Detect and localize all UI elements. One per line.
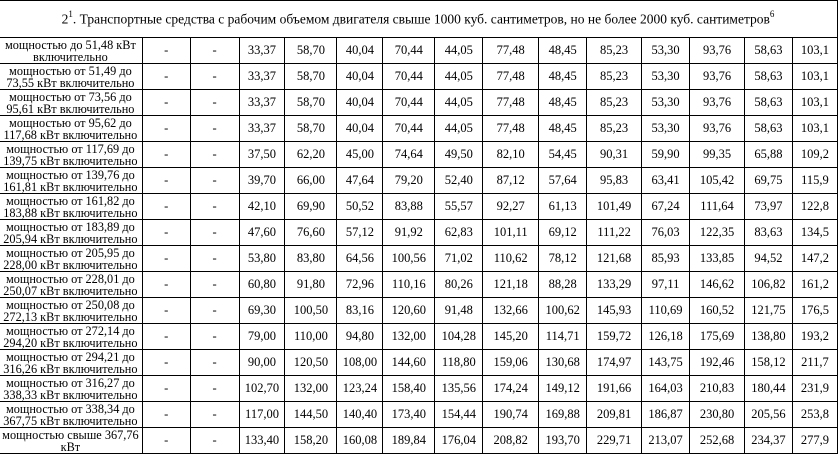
empty-value-cell: - <box>190 116 239 142</box>
rate-value-cell: 149,12 <box>539 376 587 402</box>
rate-value-cell: 70,44 <box>383 116 435 142</box>
rate-value-cell: 110,16 <box>383 272 435 298</box>
table-row <box>0 272 838 298</box>
rate-value-cell: 90,31 <box>587 142 642 168</box>
rate-value-cell: 85,93 <box>642 246 690 272</box>
rate-value-cell: 47,64 <box>337 168 383 194</box>
rate-value-cell: 186,87 <box>642 402 690 428</box>
rate-value-cell: 77,48 <box>483 116 539 142</box>
rate-value-cell: 191,66 <box>587 376 642 402</box>
rate-value-cell: 94,52 <box>744 246 792 272</box>
rate-value-cell: 146,62 <box>690 272 745 298</box>
rate-value-cell: 49,50 <box>435 142 483 168</box>
empty-value-cell: - <box>142 298 190 324</box>
table-row <box>0 324 838 350</box>
rate-value-cell: 158,40 <box>383 376 435 402</box>
rate-value-cell: 210,83 <box>690 376 745 402</box>
rate-value-cell: 66,00 <box>285 168 337 194</box>
rate-value-cell: 104,28 <box>435 324 483 350</box>
empty-value-cell: - <box>142 90 190 116</box>
rate-value-cell: 85,23 <box>587 116 642 142</box>
rate-value-cell: 58,63 <box>744 38 792 64</box>
rate-value-cell: 69,75 <box>744 168 792 194</box>
rate-value-cell: 63,41 <box>642 168 690 194</box>
table-row <box>0 402 838 428</box>
rate-value-cell: 58,70 <box>285 38 337 64</box>
rate-value-cell: 252,68 <box>690 428 745 454</box>
rate-value-cell: 144,50 <box>285 402 337 428</box>
rate-value-cell: 42,10 <box>239 194 285 220</box>
rate-value-cell: 93,76 <box>690 38 745 64</box>
rate-value-cell: 133,40 <box>239 428 285 454</box>
rate-value-cell: 33,37 <box>239 64 285 90</box>
rate-value-cell: 101,11 <box>483 220 539 246</box>
rate-value-cell: 208,82 <box>483 428 539 454</box>
rate-value-cell: 176,04 <box>435 428 483 454</box>
footnote-superscript: 6 <box>769 9 775 20</box>
empty-value-cell: - <box>142 64 190 90</box>
power-range-label: мощностью от 205,95 до 228,00 кВт включительно <box>0 246 142 272</box>
rate-value-cell: 50,52 <box>337 194 383 220</box>
rate-value-cell: 138,80 <box>744 324 792 350</box>
rate-value-cell: 99,35 <box>690 142 745 168</box>
rate-value-cell: 160,52 <box>690 298 745 324</box>
empty-value-cell: - <box>142 220 190 246</box>
rate-value-cell: 91,48 <box>435 298 483 324</box>
rate-value-cell: 174,24 <box>483 376 539 402</box>
rate-value-cell: 58,70 <box>285 116 337 142</box>
rate-value-cell: 62,20 <box>285 142 337 168</box>
rate-value-cell: 71,02 <box>435 246 483 272</box>
rate-value-cell: 76,60 <box>285 220 337 246</box>
power-range-label: мощностью от 272,14 до 294,20 кВт включительно <box>0 324 142 350</box>
rate-value-cell: 93,76 <box>690 116 745 142</box>
power-range-label: мощностью от 73,56 до 95,61 кВт включительно <box>0 90 142 116</box>
table-row <box>0 168 838 194</box>
empty-value-cell: - <box>142 194 190 220</box>
power-range-label: мощностью от 161,82 до 183,88 кВт включительно <box>0 194 142 220</box>
table-row <box>0 220 838 246</box>
rate-value-cell: 211,7 <box>792 350 837 376</box>
rate-value-cell: 94,80 <box>337 324 383 350</box>
rate-value-cell: 58,70 <box>285 64 337 90</box>
table-row <box>0 90 838 116</box>
rate-value-cell: 85,23 <box>587 38 642 64</box>
rate-value-cell: 85,23 <box>587 90 642 116</box>
rate-value-cell: 161,2 <box>792 272 837 298</box>
empty-value-cell: - <box>190 90 239 116</box>
rate-value-cell: 103,1 <box>792 90 837 116</box>
empty-value-cell: - <box>190 220 239 246</box>
rate-value-cell: 192,46 <box>690 350 745 376</box>
rate-value-cell: 83,88 <box>383 194 435 220</box>
rate-value-cell: 78,12 <box>539 246 587 272</box>
rate-value-cell: 92,27 <box>483 194 539 220</box>
section-number: 2 <box>61 11 69 27</box>
rate-value-cell: 102,70 <box>239 376 285 402</box>
rate-value-cell: 130,68 <box>539 350 587 376</box>
table-row <box>0 38 838 64</box>
rate-value-cell: 58,63 <box>744 116 792 142</box>
rate-value-cell: 39,70 <box>239 168 285 194</box>
rate-value-cell: 133,85 <box>690 246 745 272</box>
rate-value-cell: 175,69 <box>690 324 745 350</box>
rate-value-cell: 230,80 <box>690 402 745 428</box>
empty-value-cell: - <box>190 142 239 168</box>
empty-value-cell: - <box>142 402 190 428</box>
rate-value-cell: 69,90 <box>285 194 337 220</box>
rate-value-cell: 159,06 <box>483 350 539 376</box>
empty-value-cell: - <box>190 246 239 272</box>
empty-value-cell: - <box>142 116 190 142</box>
rate-value-cell: 40,04 <box>337 64 383 90</box>
rate-value-cell: 70,44 <box>383 64 435 90</box>
rate-value-cell: 73,97 <box>744 194 792 220</box>
empty-value-cell: - <box>190 402 239 428</box>
rate-value-cell: 145,20 <box>483 324 539 350</box>
rate-value-cell: 164,03 <box>642 376 690 402</box>
rate-value-cell: 213,07 <box>642 428 690 454</box>
section-title-text: . Транспортные средства с рабочим объемом двигателя свыше 1000 куб. сантиметров, но не более 2000 куб. сантиметров <box>72 11 770 27</box>
rate-value-cell: 77,48 <box>483 90 539 116</box>
rate-value-cell: 48,45 <box>539 38 587 64</box>
rate-value-cell: 60,80 <box>239 272 285 298</box>
rate-value-cell: 53,30 <box>642 90 690 116</box>
rate-value-cell: 69,12 <box>539 220 587 246</box>
rate-value-cell: 159,72 <box>587 324 642 350</box>
rate-value-cell: 93,76 <box>690 90 745 116</box>
rate-value-cell: 193,70 <box>539 428 587 454</box>
rate-value-cell: 158,20 <box>285 428 337 454</box>
empty-value-cell: - <box>142 168 190 194</box>
rate-value-cell: 189,84 <box>383 428 435 454</box>
rate-value-cell: 87,12 <box>483 168 539 194</box>
rate-value-cell: 97,11 <box>642 272 690 298</box>
rate-value-cell: 53,30 <box>642 38 690 64</box>
rate-value-cell: 103,1 <box>792 116 837 142</box>
rate-value-cell: 53,30 <box>642 116 690 142</box>
rate-value-cell: 108,00 <box>337 350 383 376</box>
rate-value-cell: 33,37 <box>239 38 285 64</box>
rate-value-cell: 53,30 <box>642 64 690 90</box>
rate-value-cell: 83,63 <box>744 220 792 246</box>
table-row <box>0 350 838 376</box>
rate-value-cell: 88,28 <box>539 272 587 298</box>
empty-value-cell: - <box>190 272 239 298</box>
table-row <box>0 298 838 324</box>
rate-value-cell: 82,10 <box>483 142 539 168</box>
rate-value-cell: 58,63 <box>744 64 792 90</box>
rate-value-cell: 70,44 <box>383 38 435 64</box>
rate-value-cell: 79,00 <box>239 324 285 350</box>
power-range-label: мощностью до 51,48 кВт включительно <box>0 38 142 64</box>
rate-value-cell: 121,18 <box>483 272 539 298</box>
power-range-label: мощностью от 95,62 до 117,68 кВт включительно <box>0 116 142 142</box>
rate-value-cell: 154,44 <box>435 402 483 428</box>
rate-value-cell: 106,82 <box>744 272 792 298</box>
rate-value-cell: 190,74 <box>483 402 539 428</box>
rate-value-cell: 180,44 <box>744 376 792 402</box>
empty-value-cell: - <box>142 272 190 298</box>
rate-value-cell: 77,48 <box>483 38 539 64</box>
rate-value-cell: 122,8 <box>792 194 837 220</box>
rate-value-cell: 114,71 <box>539 324 587 350</box>
rate-value-cell: 101,49 <box>587 194 642 220</box>
empty-value-cell: - <box>190 64 239 90</box>
table-row <box>0 246 838 272</box>
rate-value-cell: 123,24 <box>337 376 383 402</box>
power-range-label: мощностью от 117,69 до 139,75 кВт включительно <box>0 142 142 168</box>
rate-value-cell: 47,60 <box>239 220 285 246</box>
rate-value-cell: 40,04 <box>337 38 383 64</box>
rate-value-cell: 176,5 <box>792 298 837 324</box>
rate-value-cell: 64,56 <box>337 246 383 272</box>
power-range-label: мощностью от 139,76 до 161,81 кВт включительно <box>0 168 142 194</box>
rate-value-cell: 105,42 <box>690 168 745 194</box>
power-range-label: мощностью от 338,34 до 367,75 кВт включительно <box>0 402 142 428</box>
rate-value-cell: 91,92 <box>383 220 435 246</box>
rate-value-cell: 100,56 <box>383 246 435 272</box>
empty-value-cell: - <box>190 324 239 350</box>
table-row <box>0 64 838 90</box>
rate-value-cell: 144,60 <box>383 350 435 376</box>
rate-value-cell: 58,70 <box>285 90 337 116</box>
rate-value-cell: 193,2 <box>792 324 837 350</box>
rate-value-cell: 132,00 <box>285 376 337 402</box>
rate-value-cell: 62,83 <box>435 220 483 246</box>
rate-value-cell: 120,50 <box>285 350 337 376</box>
power-range-label: мощностью от 316,27 до 338,33 кВт включительно <box>0 376 142 402</box>
empty-value-cell: - <box>190 428 239 454</box>
rate-value-cell: 58,63 <box>744 90 792 116</box>
rate-value-cell: 59,90 <box>642 142 690 168</box>
power-range-label: мощностью от 250,08 до 272,13 кВт включительно <box>0 298 142 324</box>
rate-value-cell: 111,22 <box>587 220 642 246</box>
rate-value-cell: 103,1 <box>792 64 837 90</box>
empty-value-cell: - <box>142 428 190 454</box>
rate-value-cell: 80,26 <box>435 272 483 298</box>
rate-value-cell: 85,23 <box>587 64 642 90</box>
rate-value-cell: 120,60 <box>383 298 435 324</box>
rate-value-cell: 40,04 <box>337 116 383 142</box>
rate-value-cell: 90,00 <box>239 350 285 376</box>
rate-value-cell: 77,48 <box>483 64 539 90</box>
rate-value-cell: 72,96 <box>337 272 383 298</box>
empty-value-cell: - <box>190 194 239 220</box>
rate-value-cell: 110,00 <box>285 324 337 350</box>
rate-value-cell: 109,2 <box>792 142 837 168</box>
rate-value-cell: 33,37 <box>239 116 285 142</box>
rate-value-cell: 229,71 <box>587 428 642 454</box>
empty-value-cell: - <box>190 350 239 376</box>
table-row <box>0 194 838 220</box>
rate-value-cell: 103,1 <box>792 38 837 64</box>
rate-value-cell: 52,40 <box>435 168 483 194</box>
rate-value-cell: 57,12 <box>337 220 383 246</box>
table-row <box>0 116 838 142</box>
rate-value-cell: 110,69 <box>642 298 690 324</box>
rate-value-cell: 70,44 <box>383 90 435 116</box>
rate-value-cell: 134,5 <box>792 220 837 246</box>
rate-value-cell: 143,75 <box>642 350 690 376</box>
rate-value-cell: 234,37 <box>744 428 792 454</box>
rate-value-cell: 57,64 <box>539 168 587 194</box>
rate-value-cell: 277,9 <box>792 428 837 454</box>
rate-value-cell: 158,12 <box>744 350 792 376</box>
rate-value-cell: 145,93 <box>587 298 642 324</box>
rate-value-cell: 169,88 <box>539 402 587 428</box>
empty-value-cell: - <box>142 324 190 350</box>
rate-value-cell: 118,80 <box>435 350 483 376</box>
empty-value-cell: - <box>190 38 239 64</box>
power-range-label: мощностью от 183,89 до 205,94 кВт включительно <box>0 220 142 246</box>
rate-value-cell: 110,62 <box>483 246 539 272</box>
rate-value-cell: 253,8 <box>792 402 837 428</box>
rate-value-cell: 69,30 <box>239 298 285 324</box>
rate-value-cell: 93,76 <box>690 64 745 90</box>
empty-value-cell: - <box>142 142 190 168</box>
rate-value-cell: 147,2 <box>792 246 837 272</box>
table-row <box>0 428 838 454</box>
rate-value-cell: 79,20 <box>383 168 435 194</box>
empty-value-cell: - <box>142 38 190 64</box>
rate-value-cell: 33,37 <box>239 90 285 116</box>
rate-value-cell: 209,81 <box>587 402 642 428</box>
rate-value-cell: 44,05 <box>435 64 483 90</box>
rate-value-cell: 83,16 <box>337 298 383 324</box>
rate-value-cell: 117,00 <box>239 402 285 428</box>
rate-value-cell: 100,62 <box>539 298 587 324</box>
rate-value-cell: 100,50 <box>285 298 337 324</box>
power-range-label: мощностью от 294,21 до 316,26 кВт включительно <box>0 350 142 376</box>
rate-value-cell: 74,64 <box>383 142 435 168</box>
empty-value-cell: - <box>142 376 190 402</box>
rate-value-cell: 53,80 <box>239 246 285 272</box>
rate-value-cell: 40,04 <box>337 90 383 116</box>
rate-value-cell: 135,56 <box>435 376 483 402</box>
power-range-label: мощностью от 228,01 до 250,07 кВт включительно <box>0 272 142 298</box>
rate-value-cell: 140,40 <box>337 402 383 428</box>
empty-value-cell: - <box>142 246 190 272</box>
rate-value-cell: 67,24 <box>642 194 690 220</box>
rate-value-cell: 65,88 <box>744 142 792 168</box>
section-title <box>0 1 838 38</box>
rate-value-cell: 83,80 <box>285 246 337 272</box>
rate-value-cell: 48,45 <box>539 90 587 116</box>
power-range-label: мощностью свыше 367,76 кВт <box>0 428 142 454</box>
table-row <box>0 376 838 402</box>
rate-value-cell: 115,9 <box>792 168 837 194</box>
rate-value-cell: 174,97 <box>587 350 642 376</box>
rate-value-cell: 111,64 <box>690 194 745 220</box>
rate-value-cell: 44,05 <box>435 116 483 142</box>
rate-value-cell: 44,05 <box>435 90 483 116</box>
rate-value-cell: 54,45 <box>539 142 587 168</box>
rate-value-cell: 121,75 <box>744 298 792 324</box>
rate-value-cell: 132,66 <box>483 298 539 324</box>
rate-value-cell: 231,9 <box>792 376 837 402</box>
rate-value-cell: 122,35 <box>690 220 745 246</box>
rate-value-cell: 55,57 <box>435 194 483 220</box>
section-number-superscript: 1 <box>68 9 73 20</box>
power-range-label: мощностью от 51,49 до 73,55 кВт включительно <box>0 64 142 90</box>
empty-value-cell: - <box>190 298 239 324</box>
rate-value-cell: 37,50 <box>239 142 285 168</box>
rate-value-cell: 91,80 <box>285 272 337 298</box>
rate-value-cell: 45,00 <box>337 142 383 168</box>
rate-value-cell: 121,68 <box>587 246 642 272</box>
rate-value-cell: 205,56 <box>744 402 792 428</box>
rate-value-cell: 95,83 <box>587 168 642 194</box>
rate-value-cell: 61,13 <box>539 194 587 220</box>
table-row <box>0 142 838 168</box>
rate-value-cell: 76,03 <box>642 220 690 246</box>
rate-value-cell: 48,45 <box>539 64 587 90</box>
empty-value-cell: - <box>142 350 190 376</box>
rate-value-cell: 44,05 <box>435 38 483 64</box>
rate-value-cell: 132,00 <box>383 324 435 350</box>
rate-value-cell: 126,18 <box>642 324 690 350</box>
rate-value-cell: 173,40 <box>383 402 435 428</box>
rate-value-cell: 160,08 <box>337 428 383 454</box>
empty-value-cell: - <box>190 168 239 194</box>
rate-value-cell: 48,45 <box>539 116 587 142</box>
empty-value-cell: - <box>190 376 239 402</box>
rate-value-cell: 133,29 <box>587 272 642 298</box>
